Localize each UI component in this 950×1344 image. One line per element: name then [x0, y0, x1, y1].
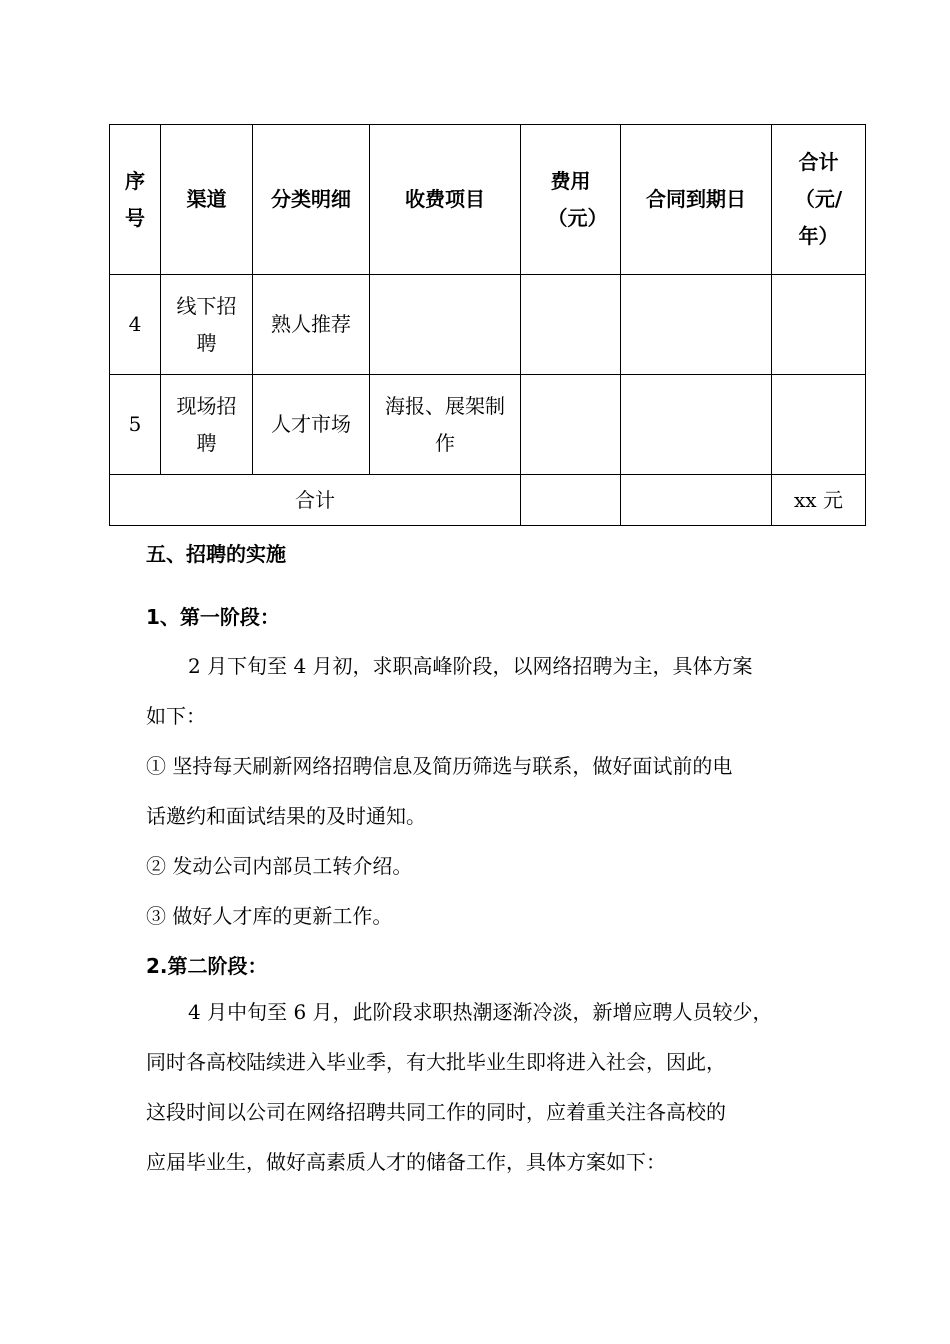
stage1-item-1-cont: 话邀约和面试结果的及时通知。 [146, 804, 426, 828]
stage1-intro-line: 如下： [146, 704, 206, 728]
stage1-item-1: ① 坚持每天刷新网络招聘信息及简历筛选与联系，做好面试前的电 [146, 754, 733, 778]
cell-category: 熟人推荐 [253, 275, 370, 375]
stage2-line: 这段时间以公司在网络招聘共同工作的同时，应着重关注各高校的 [146, 1100, 726, 1124]
cell-no: 4 [110, 275, 161, 375]
total-label: 合计 [110, 475, 521, 526]
table-row [110, 275, 866, 375]
cell-channel: 现场招聘 [161, 375, 253, 475]
cell-item: 海报、展架制作 [370, 375, 521, 475]
header-category: 分类明细 [253, 125, 370, 275]
total-due-date [621, 475, 772, 526]
recruitment-fee-table [109, 124, 866, 526]
stage2-line: 4 月中旬至 6 月，此阶段求职热潮逐渐冷淡，新增应聘人员较少， [188, 1000, 773, 1024]
cell-total [772, 275, 866, 375]
header-total: 合计（元/年） [772, 125, 866, 275]
header-due-date: 合同到期日 [621, 125, 772, 275]
header-no: 序号 [110, 125, 161, 275]
stage2-body [146, 987, 826, 1187]
stage1-item-3: ③ 做好人才库的更新工作。 [146, 904, 393, 928]
cell-total [772, 375, 866, 475]
cell-item [370, 275, 521, 375]
stage1-item-2: ② 发动公司内部员工转介绍。 [146, 854, 413, 878]
total-value: xx 元 [772, 475, 866, 526]
table-total-row [110, 475, 866, 526]
total-fee [521, 475, 621, 526]
cell-fee [521, 375, 621, 475]
header-item: 收费项目 [370, 125, 521, 275]
stage2-heading: 2.第二阶段： [146, 954, 268, 978]
stage2-line: 应届毕业生，做好高素质人才的储备工作，具体方案如下： [146, 1150, 666, 1174]
stage2-line: 同时各高校陆续进入毕业季，有大批毕业生即将进入社会，因此， [146, 1050, 726, 1074]
cell-due-date [621, 275, 772, 375]
cell-no: 5 [110, 375, 161, 475]
header-channel: 渠道 [161, 125, 253, 275]
table-header-row [110, 125, 866, 275]
header-fee: 费用（元） [521, 125, 621, 275]
section5-heading: 五、招聘的实施 [146, 542, 286, 566]
cell-channel: 线下招聘 [161, 275, 253, 375]
cell-category: 人才市场 [253, 375, 370, 475]
stage1-heading: 1、第一阶段： [146, 605, 280, 629]
cell-fee [521, 275, 621, 375]
table-row [110, 375, 866, 475]
cell-due-date [621, 375, 772, 475]
stage1-intro-line: 2 月下旬至 4 月初，求职高峰阶段，以网络招聘为主，具体方案 [188, 654, 753, 678]
stage1-body [146, 641, 826, 941]
